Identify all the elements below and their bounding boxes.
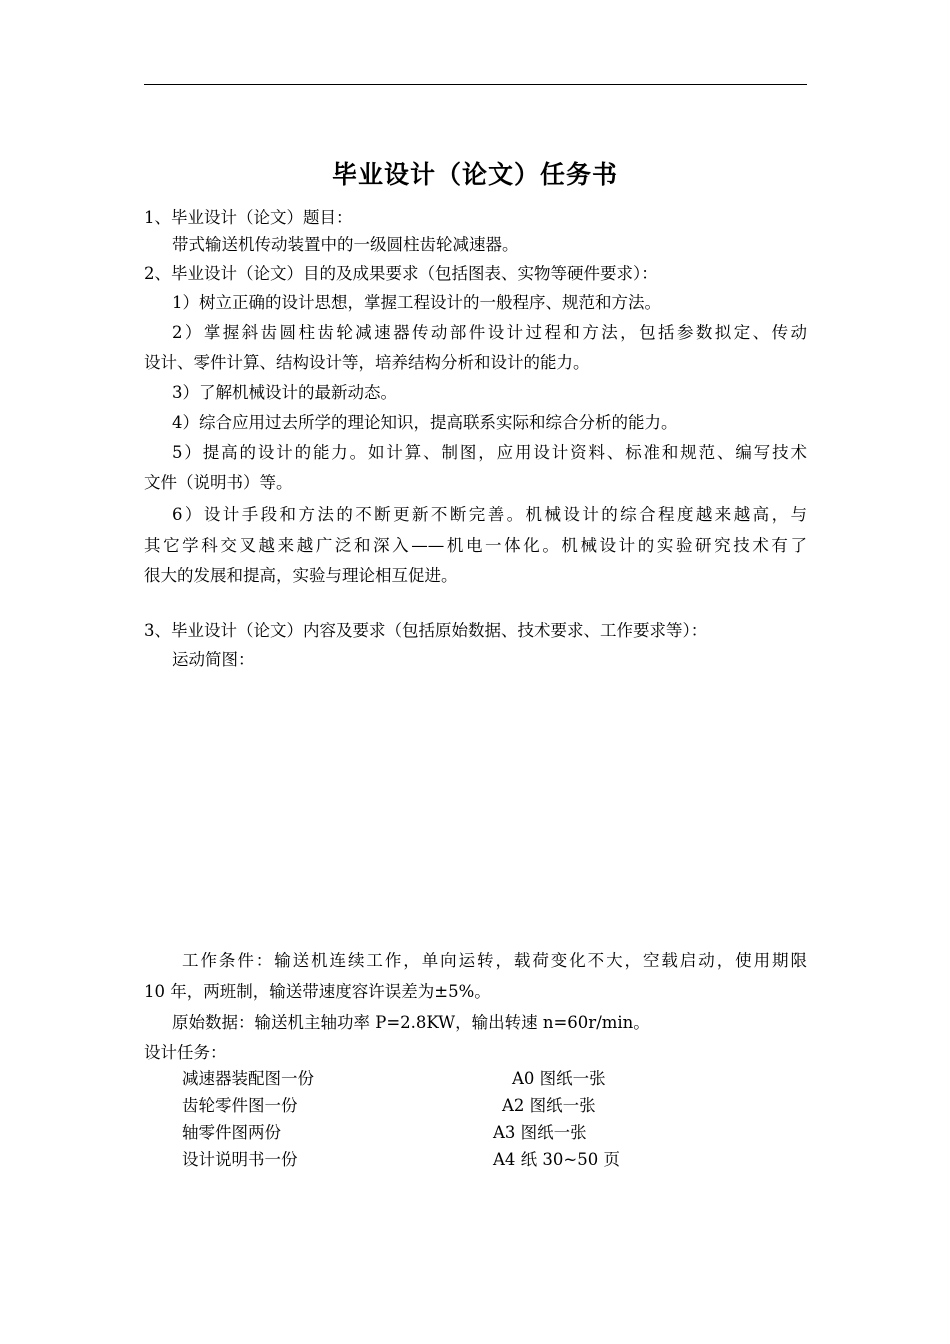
section-2-item-2-line-1: 2）掌握斜齿圆柱齿轮减速器传动部件设计过程和方法，包括参数拟定、传动 bbox=[172, 323, 807, 342]
section-1-topic: 带式输送机传动装置中的一级圆柱齿轮减速器。 bbox=[172, 235, 519, 254]
section-2-item-6-line-3: 很大的发展和提高，实验与理论相互促进。 bbox=[144, 566, 458, 585]
raw-data: 原始数据：输送机主轴功率 P=2.8KW，输出转速 n=60r/min。 bbox=[172, 1013, 650, 1032]
task-item: 轴零件图两份 bbox=[182, 1123, 281, 1142]
diagram-area bbox=[144, 680, 807, 940]
page-title: 毕业设计（论文）任务书 bbox=[331, 160, 618, 189]
section-2-item-2-line-2: 设计、零件计算、结构设计等，培养结构分析和设计的能力。 bbox=[144, 353, 590, 372]
task-item: 设计说明书一份 bbox=[182, 1150, 298, 1169]
work-conditions-line-1: 工作条件：输送机连续工作，单向运转，载荷变化不大，空载启动，使用期限 bbox=[182, 951, 807, 970]
task-spec: A3 图纸一张 bbox=[493, 1123, 587, 1142]
section-2-item-4: 4）综合应用过去所学的理论知识，提高联系实际和综合分析的能力。 bbox=[172, 413, 678, 432]
section-2-item-5-line-1: 5）提高的设计的能力。如计算、制图，应用设计资料、标准和规范、编写技术 bbox=[172, 443, 807, 462]
task-spec: A0 图纸一张 bbox=[512, 1069, 606, 1088]
section-2-item-1: 1）树立正确的设计思想，掌握工程设计的一般程序、规范和方法。 bbox=[172, 293, 661, 312]
task-item: 齿轮零件图一份 bbox=[182, 1096, 298, 1115]
task-spec: A2 图纸一张 bbox=[502, 1096, 596, 1115]
header-rule bbox=[144, 84, 807, 85]
section-2-item-6-line-2: 其它学科交叉越来越广泛和深入——机电一体化。机械设计的实验研究技术有了 bbox=[144, 536, 807, 555]
section-3-heading: 3、毕业设计（论文）内容及要求（包括原始数据、技术要求、工作要求等）： bbox=[144, 621, 708, 640]
section-2-heading: 2、毕业设计（论文）目的及成果要求（包括图表、实物等硬件要求）： bbox=[144, 264, 658, 283]
diagram-label: 运动简图： bbox=[172, 650, 255, 669]
task-item: 减速器装配图一份 bbox=[182, 1069, 314, 1088]
section-2-item-5-line-2: 文件（说明书）等。 bbox=[144, 473, 293, 492]
section-2-item-6-line-1: 6）设计手段和方法的不断更新不断完善。机械设计的综合程度越来越高，与 bbox=[172, 505, 807, 524]
work-conditions-line-2: 10 年，两班制，输送带速度容许误差为±5%。 bbox=[144, 982, 491, 1001]
task-spec: A4 纸 30~50 页 bbox=[493, 1150, 620, 1169]
tasks-label: 设计任务： bbox=[144, 1043, 227, 1062]
section-1-heading: 1、毕业设计（论文）题目： bbox=[144, 208, 353, 227]
section-2-item-3: 3）了解机械设计的最新动态。 bbox=[172, 383, 397, 402]
